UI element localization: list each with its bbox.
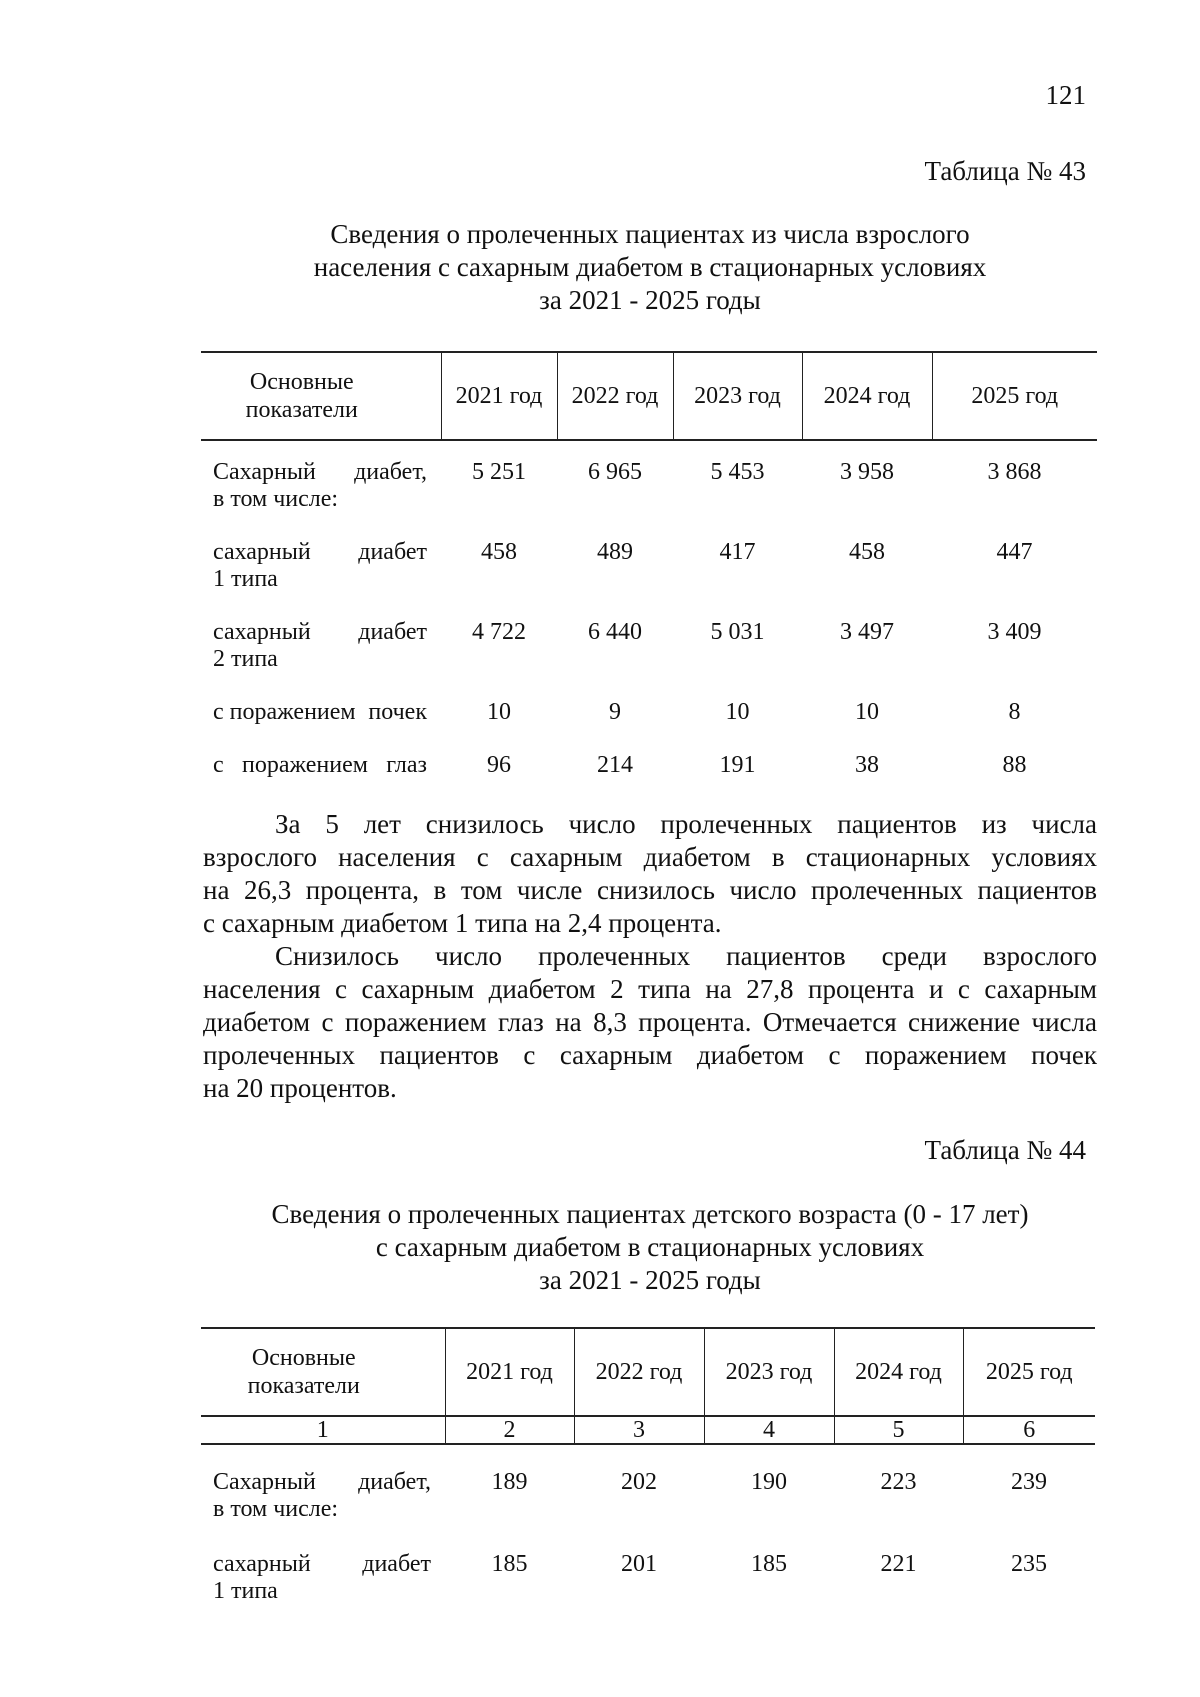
header-indicator-line2: показатели: [247, 1373, 360, 1399]
column-number: 6: [963, 1416, 1095, 1444]
cell-value: 417: [719, 539, 756, 565]
row-label: сахарный диабет 1 типа: [213, 1551, 431, 1604]
cell-value: 458: [849, 539, 885, 565]
cell-value: 8: [1008, 699, 1021, 725]
header-year: 2023 год: [673, 352, 802, 440]
title-line: за 2021 - 2025 годы: [539, 285, 761, 315]
cell-value: 190: [751, 1469, 787, 1495]
cell-value: 5 453: [710, 459, 765, 485]
header-indicator-line2: показатели: [245, 397, 358, 423]
cell-value: 458: [481, 539, 517, 565]
row-label: с поражением почек: [213, 699, 427, 725]
cell-value: 96: [487, 752, 511, 778]
column-number: 4: [704, 1416, 834, 1444]
cell-value: 5 031: [710, 619, 765, 645]
row-label: Сахарный диабет, в том числе:: [213, 1469, 431, 1522]
table-row: [201, 619, 1097, 699]
paragraph-1: [203, 808, 1097, 940]
table-43: [201, 351, 1097, 794]
header-year: 2021 год: [441, 352, 557, 440]
table-row: [201, 539, 1097, 619]
cell-value: 3 497: [840, 619, 894, 645]
table-43-title: [200, 218, 1100, 317]
cell-value: 185: [751, 1551, 787, 1577]
header-indicator-line1: Основные: [249, 369, 354, 395]
cell-value: 221: [880, 1551, 917, 1577]
cell-value: 235: [1011, 1551, 1047, 1577]
paragraph-line: Снизилось число пролеченных пациентов среди взрослого: [275, 941, 1097, 971]
paragraph-line: на 26,3 процента, в том числе снизилось число пролеченных пациентов: [203, 875, 1097, 905]
cell-value: 201: [621, 1551, 657, 1577]
paragraph-line: на 20 процентов.: [203, 1073, 397, 1103]
header-year: 2021 год: [445, 1328, 574, 1416]
row-label: сахарный диабет 1 типа: [213, 539, 427, 592]
cell-value: 3 409: [987, 619, 1042, 645]
cell-value: 4 722: [472, 619, 526, 645]
cell-value: 202: [621, 1469, 657, 1495]
cell-value: 191: [719, 752, 756, 778]
cell-value: 185: [491, 1551, 528, 1577]
header-year: 2025 год: [932, 352, 1097, 440]
header-year: 2022 год: [557, 352, 673, 440]
cell-value: 10: [487, 699, 511, 725]
cell-value: 5 251: [472, 459, 526, 485]
title-line: Сведения о пролеченных пациентах детского возраста (0 - 17 лет): [271, 1199, 1029, 1229]
table-43-number: Таблица № 43: [924, 156, 1086, 186]
header-year: 2022 год: [574, 1328, 704, 1416]
table-row: [201, 699, 1097, 752]
cell-value: 189: [491, 1469, 528, 1495]
cell-value: 447: [996, 539, 1033, 565]
header-year: 2025 год: [963, 1328, 1095, 1416]
header-year: 2024 год: [834, 1328, 963, 1416]
title-line: Сведения о пролеченных пациентах из числа взрослого: [330, 219, 970, 249]
cell-value: 88: [1002, 752, 1027, 778]
row-label: с поражением глаз: [213, 752, 427, 778]
table-44-number: Таблица № 44: [924, 1135, 1086, 1165]
paragraph-line: взрослого населения с сахарным диабетом в стационарных условиях: [203, 842, 1097, 872]
cell-value: 3 868: [987, 459, 1042, 485]
cell-value: 489: [597, 539, 633, 565]
row-label: Сахарный диабет, в том числе:: [213, 459, 427, 512]
cell-value: 3 958: [840, 459, 894, 485]
title-line: населения с сахарным диабетом в стационарных условиях: [313, 252, 987, 282]
page-number: 121: [1045, 80, 1086, 110]
table-44: [201, 1327, 1095, 1611]
cell-value: 214: [597, 752, 633, 778]
row-label: сахарный диабет 2 типа: [213, 619, 427, 672]
cell-value: 10: [855, 699, 879, 725]
cell-value: 6 440: [588, 619, 642, 645]
column-number: 5: [834, 1416, 963, 1444]
table-row: [201, 1551, 1095, 1611]
header-indicator-line1: Основные: [251, 1345, 356, 1371]
paragraph-line: с сахарным диабетом 1 типа на 2,4 процента.: [203, 908, 722, 938]
table-row: [201, 752, 1097, 794]
header-indicator: [201, 352, 441, 440]
paragraph-line: пролеченных пациентов с сахарным диабетом с поражением почек: [203, 1040, 1097, 1070]
table-header-row: [201, 352, 1097, 440]
column-number: 2: [445, 1416, 574, 1444]
title-line: с сахарным диабетом в стационарных условиях: [375, 1232, 925, 1262]
cell-value: 38: [855, 752, 879, 778]
column-number-row: [201, 1416, 1095, 1444]
cell-value: 10: [725, 699, 750, 725]
cell-value: 223: [880, 1469, 917, 1495]
cell-value: 239: [1011, 1469, 1047, 1495]
table-row: [201, 459, 1097, 539]
column-number: 1: [201, 1416, 445, 1444]
header-indicator: [201, 1328, 445, 1416]
header-year: 2023 год: [704, 1328, 834, 1416]
paragraph-line: За 5 лет снизилось число пролеченных пациентов из числа: [275, 809, 1097, 839]
header-year: 2024 год: [802, 352, 932, 440]
paragraph-line: населения с сахарным диабетом 2 типа на 27,8 процента и с сахарным: [203, 974, 1097, 1004]
paragraph-line: диабетом с поражением глаз на 8,3 процента. Отмечается снижение числа: [203, 1007, 1097, 1037]
paragraph-2: [203, 940, 1097, 1105]
table-44-title: [200, 1198, 1100, 1297]
table-row: [201, 1469, 1095, 1551]
cell-value: 6 965: [588, 459, 642, 485]
column-number: 3: [574, 1416, 704, 1444]
cell-value: 9: [609, 699, 621, 725]
table-header-row: [201, 1328, 1095, 1416]
title-line: за 2021 - 2025 годы: [539, 1265, 761, 1295]
